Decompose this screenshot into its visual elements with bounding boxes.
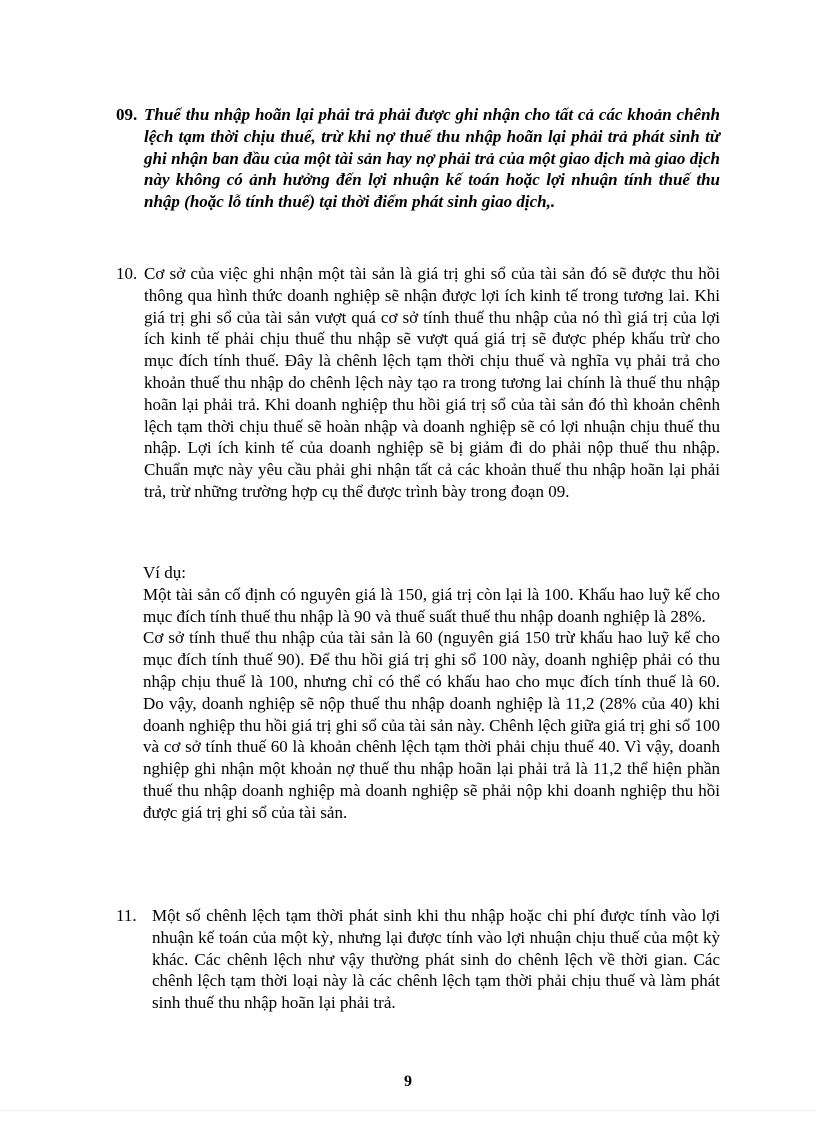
paragraph-number: 11.	[116, 906, 137, 925]
paragraph-10	[116, 263, 720, 503]
paragraph-text: Thuế thu nhập hoãn lại phải trả phải được ghi nhận cho tất cả các khoản chênh lệch tạm thời chịu thuế, trừ khi nợ thuế thu nhập hoãn lại phải trả phát sinh từ ghi nhận ban đầu của một tài sản hay nợ phải trả của một giao dịch mà giao dịch này không có ảnh hưởng đến lợi nhuận kế toán hoặc lợi nhuận tính thuế thu nhập (hoặc lỗ tính thuế) tại thời điểm phát sinh giao dịch,.	[144, 105, 720, 212]
paragraph-text: Một số chênh lệch tạm thời phát sinh khi thu nhập hoặc chi phí được tính vào lợi nhuận kế toán của một kỳ, nhưng lại được tính vào lợi nhuận chịu thuế của một kỳ khác. Các chênh lệch như vậy thường phát sinh do chênh lệch về thời gian. Các chênh lệch tạm thời loại này là các chênh lệch tạm thời phải chịu thuế và làm phát sinh thuế thu nhập hoãn lại phải trả.	[152, 906, 720, 1013]
paragraph-09	[116, 104, 720, 213]
paragraph-11	[116, 905, 720, 1014]
example-text: Một tài sản cố định có nguyên giá là 150, giá trị còn lại là 100. Khấu hao luỹ kế cho mục đích tính thuế thu nhập là 90 và thuế suất thuế thu nhập doanh nghiệp là 28%.	[143, 584, 720, 626]
example-block	[143, 562, 720, 824]
example-heading: Ví dụ:	[143, 563, 186, 582]
footer-divider	[0, 1110, 816, 1111]
paragraph-number: 10.	[116, 264, 138, 283]
example-text: Cơ sở tính thuế thu nhập của tài sản là 60 (nguyên giá 150 trừ khấu hao luỹ kế cho mục đích tính thuế 90). Để thu hồi giá trị ghi sổ 100 này, doanh nghiệp phải có thu nhập chịu thuế là 100, nhưng chỉ có thể có khấu hao cho mục đích tính thuế là 60. Do vậy, doanh nghiệp sẽ nộp thuế thu nhập doanh nghiệp là 11,2 (28% của 40) khi doanh nghiệp thu hồi giá trị ghi sổ của tài sản này. Chênh lệch giữa giá trị ghi sổ 100 và cơ sở tính thuế 60 là khoản chênh lệch tạm thời phải chịu thuế 40. Vì vậy, doanh nghiệp ghi nhận một khoản nợ thuế thu nhập hoãn lại phải trả là 11,2 thể hiện phần thuế thu nhập doanh nghiệp mà doanh nghiệp sẽ phải nộp khi doanh nghiệp thu hồi được giá trị ghi sổ của tài sản.	[143, 628, 720, 822]
page-number: 9	[404, 1073, 412, 1090]
paragraph-number: 09.	[116, 105, 138, 124]
paragraph-text: Cơ sở của việc ghi nhận một tài sản là giá trị ghi sổ của tài sản đó sẽ được thu hồi thông qua hình thức doanh nghiệp sẽ nhận được lợi ích kinh tế trong tương lai. Khi giá trị ghi sổ của tài sản vượt quá cơ sở tính thuế thu nhập của nó thì giá trị của lợi ích kinh tế phải chịu thuế thu nhập sẽ vượt quá giá trị sẽ được phép khấu trừ cho mục đích tính thuế. Đây là chênh lệch tạm thời chịu thuế và nghĩa vụ phải trả cho khoản thuế thu nhập do chênh lệch này tạo ra trong tương lai chính là thuế thu nhập hoãn lại phải trả. Khi doanh nghiệp thu hồi giá trị sổ của tài sản đó thì khoản chênh lệch tạm thời chịu thuế sẽ hoàn nhập và doanh nghiệp sẽ có lợi nhuận chịu thuế thu nhập. Lợi ích kinh tế của doanh nghiệp sẽ bị giảm đi do phải nộp thuế thu nhập. Chuẩn mực này yêu cầu phải ghi nhận tất cả các khoản thuế thu nhập hoãn lại phải trả, trừ những trường hợp cụ thể được trình bày trong đoạn 09.	[144, 264, 720, 501]
